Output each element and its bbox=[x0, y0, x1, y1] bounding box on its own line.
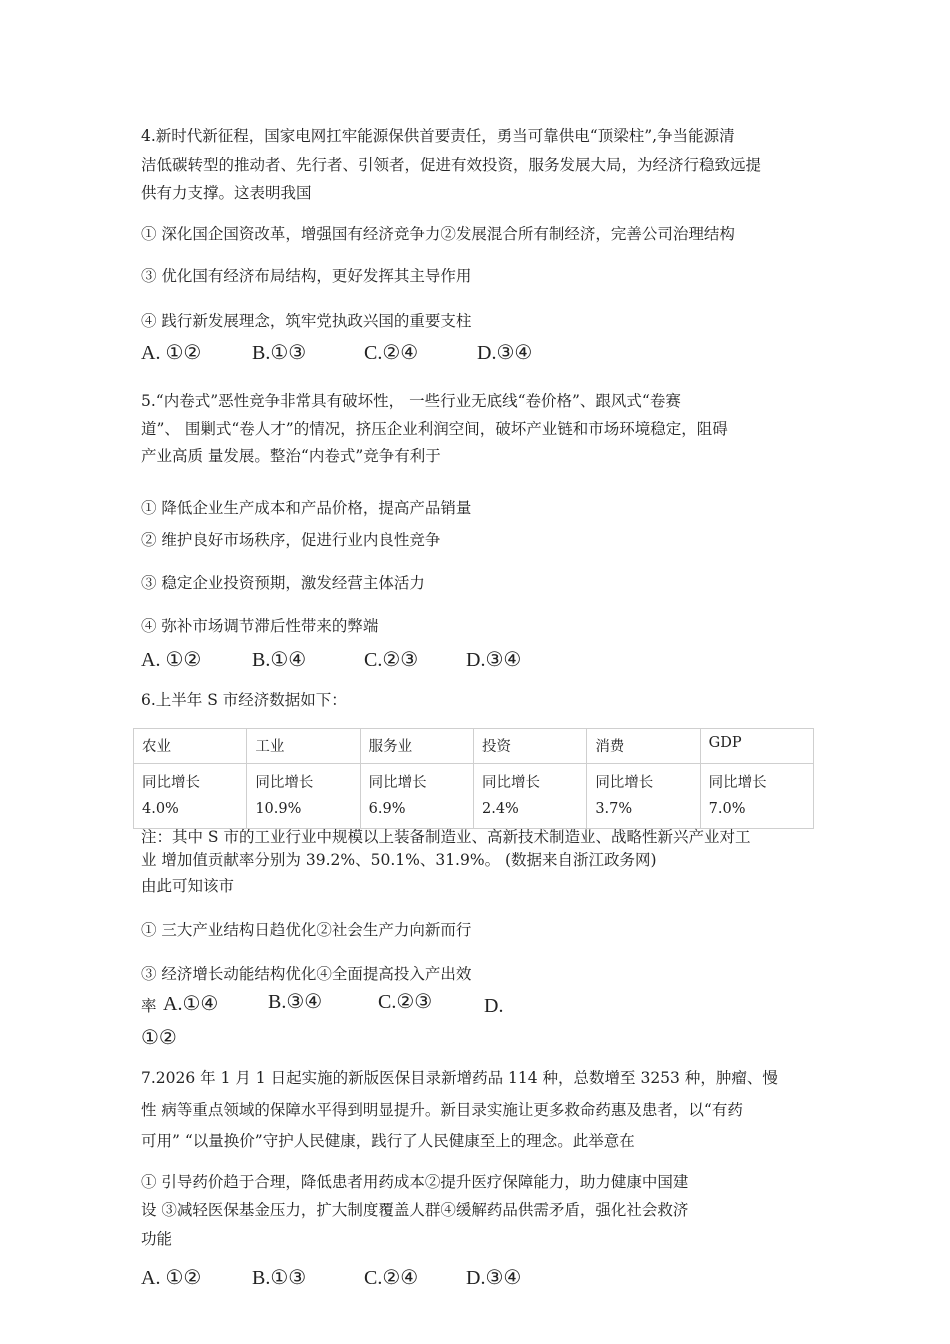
q5-stem-line: 5.“内卷式”恶性竞争非常具有破坏性， 一些行业无底线“卷价格”、跟风式“卷赛 bbox=[141, 392, 681, 410]
q5-item: ③ 稳定企业投资预期，激发经营主体活力 bbox=[141, 574, 425, 592]
table-header-cell: 农业 bbox=[134, 729, 247, 764]
q4-stem-line: 洁低碳转型的推动者、先行者、引领者，促进有效投资，服务发展大局，为经济行稳致远提 bbox=[141, 156, 762, 174]
q4-option-d[interactable]: D.③④ bbox=[477, 342, 533, 364]
q5-item: ④ 弥补市场调节滞后性带来的弊端 bbox=[141, 617, 379, 635]
q7-option-a[interactable]: A. ①② bbox=[141, 1267, 202, 1289]
growth-label: 同比增长 bbox=[708, 775, 767, 791]
table-header-cell: 投资 bbox=[473, 729, 586, 764]
q7-item: ① 引导药价趋于合理，降低患者用药成本②提升医疗保障能力，助力健康中国建 bbox=[141, 1173, 689, 1191]
q4-item: ④ 践行新发展理念，筑牢党执政兴国的重要支柱 bbox=[141, 312, 472, 330]
q7-option-b[interactable]: B.①③ bbox=[252, 1267, 307, 1289]
growth-label: 同比增长 bbox=[255, 775, 314, 791]
q5-item: ① 降低企业生产成本和产品价格，提高产品销量 bbox=[141, 499, 472, 517]
q4-option-b[interactable]: B.①③ bbox=[252, 342, 307, 364]
q5-stem-line: 产业高质 量发展。整治“内卷式”竞争有利于 bbox=[141, 447, 441, 465]
q5-stem-line: 道”、 围剿式“卷人才”的情况，挤压企业利润空间，破坏产业链和市场环境稳定，阻碍 bbox=[141, 420, 728, 438]
economic-data-table bbox=[133, 728, 814, 829]
q4-option-a[interactable]: A. ①② bbox=[141, 342, 202, 364]
q6-option-d-content[interactable]: ①② bbox=[141, 1027, 177, 1049]
table-header-cell: 工业 bbox=[247, 729, 360, 764]
growth-label: 同比增长 bbox=[481, 775, 540, 791]
growth-label: 同比增长 bbox=[595, 775, 654, 791]
table-cell bbox=[587, 764, 700, 829]
table-header-cell: 消费 bbox=[587, 729, 700, 764]
table-cell bbox=[700, 764, 813, 829]
table-cell bbox=[360, 764, 473, 829]
q6-option-a[interactable]: A.①④ bbox=[163, 993, 219, 1015]
q6-option-b[interactable]: B.③④ bbox=[268, 991, 323, 1013]
q5-option-b[interactable]: B.①④ bbox=[252, 649, 307, 671]
table-cell bbox=[247, 764, 360, 829]
q7-stem-line: 可用” “以量换价”守护人民健康，践行了人民健康至上的理念。此举意在 bbox=[141, 1132, 635, 1150]
growth-value: 3.7% bbox=[595, 801, 633, 817]
growth-value: 2.4% bbox=[481, 801, 519, 817]
growth-value: 7.0% bbox=[708, 801, 746, 817]
q6-note-line: 由此可知该市 bbox=[141, 877, 235, 895]
q6-item: ① 三大产业结构日趋优化②社会生产力向新而行 bbox=[141, 921, 472, 939]
q6-note-line: 注：其中 S 市的工业行业中规模以上装备制造业、高新技术制造业、战略性新兴产业对工 bbox=[141, 828, 751, 846]
q6-note-line: 业 增加值贡献率分别为 39.2%、50.1%、31.9%。 (数据来自浙江政务网) bbox=[141, 851, 657, 869]
q6-option-c[interactable]: C.②③ bbox=[378, 991, 433, 1013]
growth-label: 同比增长 bbox=[142, 775, 200, 791]
q4-stem-line: 4.新时代新征程，国家电网扛牢能源保供首要责任，勇当可靠供电“顶梁柱”,争当能源清 bbox=[141, 127, 735, 145]
q7-item: 设 ③减轻医保基金压力，扩大制度覆盖人群④缓解药品供需矛盾，强化社会救济 bbox=[141, 1201, 689, 1219]
q4-item: ③ 优化国有经济布局结构，更好发挥其主导作用 bbox=[141, 267, 472, 285]
table-header-cell: 服务业 bbox=[360, 729, 473, 764]
q6-item-tail: 率 bbox=[141, 997, 157, 1015]
q7-item: 功能 bbox=[141, 1230, 173, 1248]
q4-option-c[interactable]: C.②④ bbox=[364, 342, 419, 364]
table-row bbox=[134, 764, 814, 829]
growth-value: 10.9% bbox=[255, 801, 302, 817]
q5-option-d[interactable]: D.③④ bbox=[466, 649, 522, 671]
table-cell bbox=[473, 764, 586, 829]
q7-option-d[interactable]: D.③④ bbox=[466, 1267, 522, 1289]
q5-option-a[interactable]: A. ①② bbox=[141, 649, 202, 671]
table-header-row bbox=[134, 729, 814, 764]
q7-stem-line: 7.2026 年 1 月 1 日起实施的新版医保目录新增药品 114 种，总数增至 3253 种，肿瘤、慢 bbox=[141, 1069, 778, 1087]
q5-item: ② 维护良好市场秩序，促进行业内良性竞争 bbox=[141, 531, 441, 549]
q4-item: ① 深化国企国资改革，增强国有经济竞争力②发展混合所有制经济，完善公司治理结构 bbox=[141, 225, 735, 243]
growth-label: 同比增长 bbox=[368, 775, 427, 791]
q7-option-c[interactable]: C.②④ bbox=[364, 1267, 419, 1289]
q6-item: ③ 经济增长动能结构优化④全面提高投入产出效 bbox=[141, 965, 472, 983]
growth-value: 6.9% bbox=[368, 801, 406, 817]
q5-option-c[interactable]: C.②③ bbox=[364, 649, 419, 671]
q4-stem-line: 供有力支撑。这表明我国 bbox=[141, 184, 312, 202]
q6-option-d[interactable]: D. bbox=[484, 995, 504, 1017]
table-cell bbox=[134, 764, 247, 829]
q7-stem-line: 性 病等重点领域的保障水平得到明显提升。新目录实施让更多救命药惠及患者，以“有药 bbox=[141, 1101, 743, 1119]
growth-value: 4.0% bbox=[142, 801, 179, 817]
table-header-cell: GDP bbox=[700, 729, 813, 764]
q6-stem: 6.上半年 S 市经济数据如下： bbox=[141, 691, 347, 709]
